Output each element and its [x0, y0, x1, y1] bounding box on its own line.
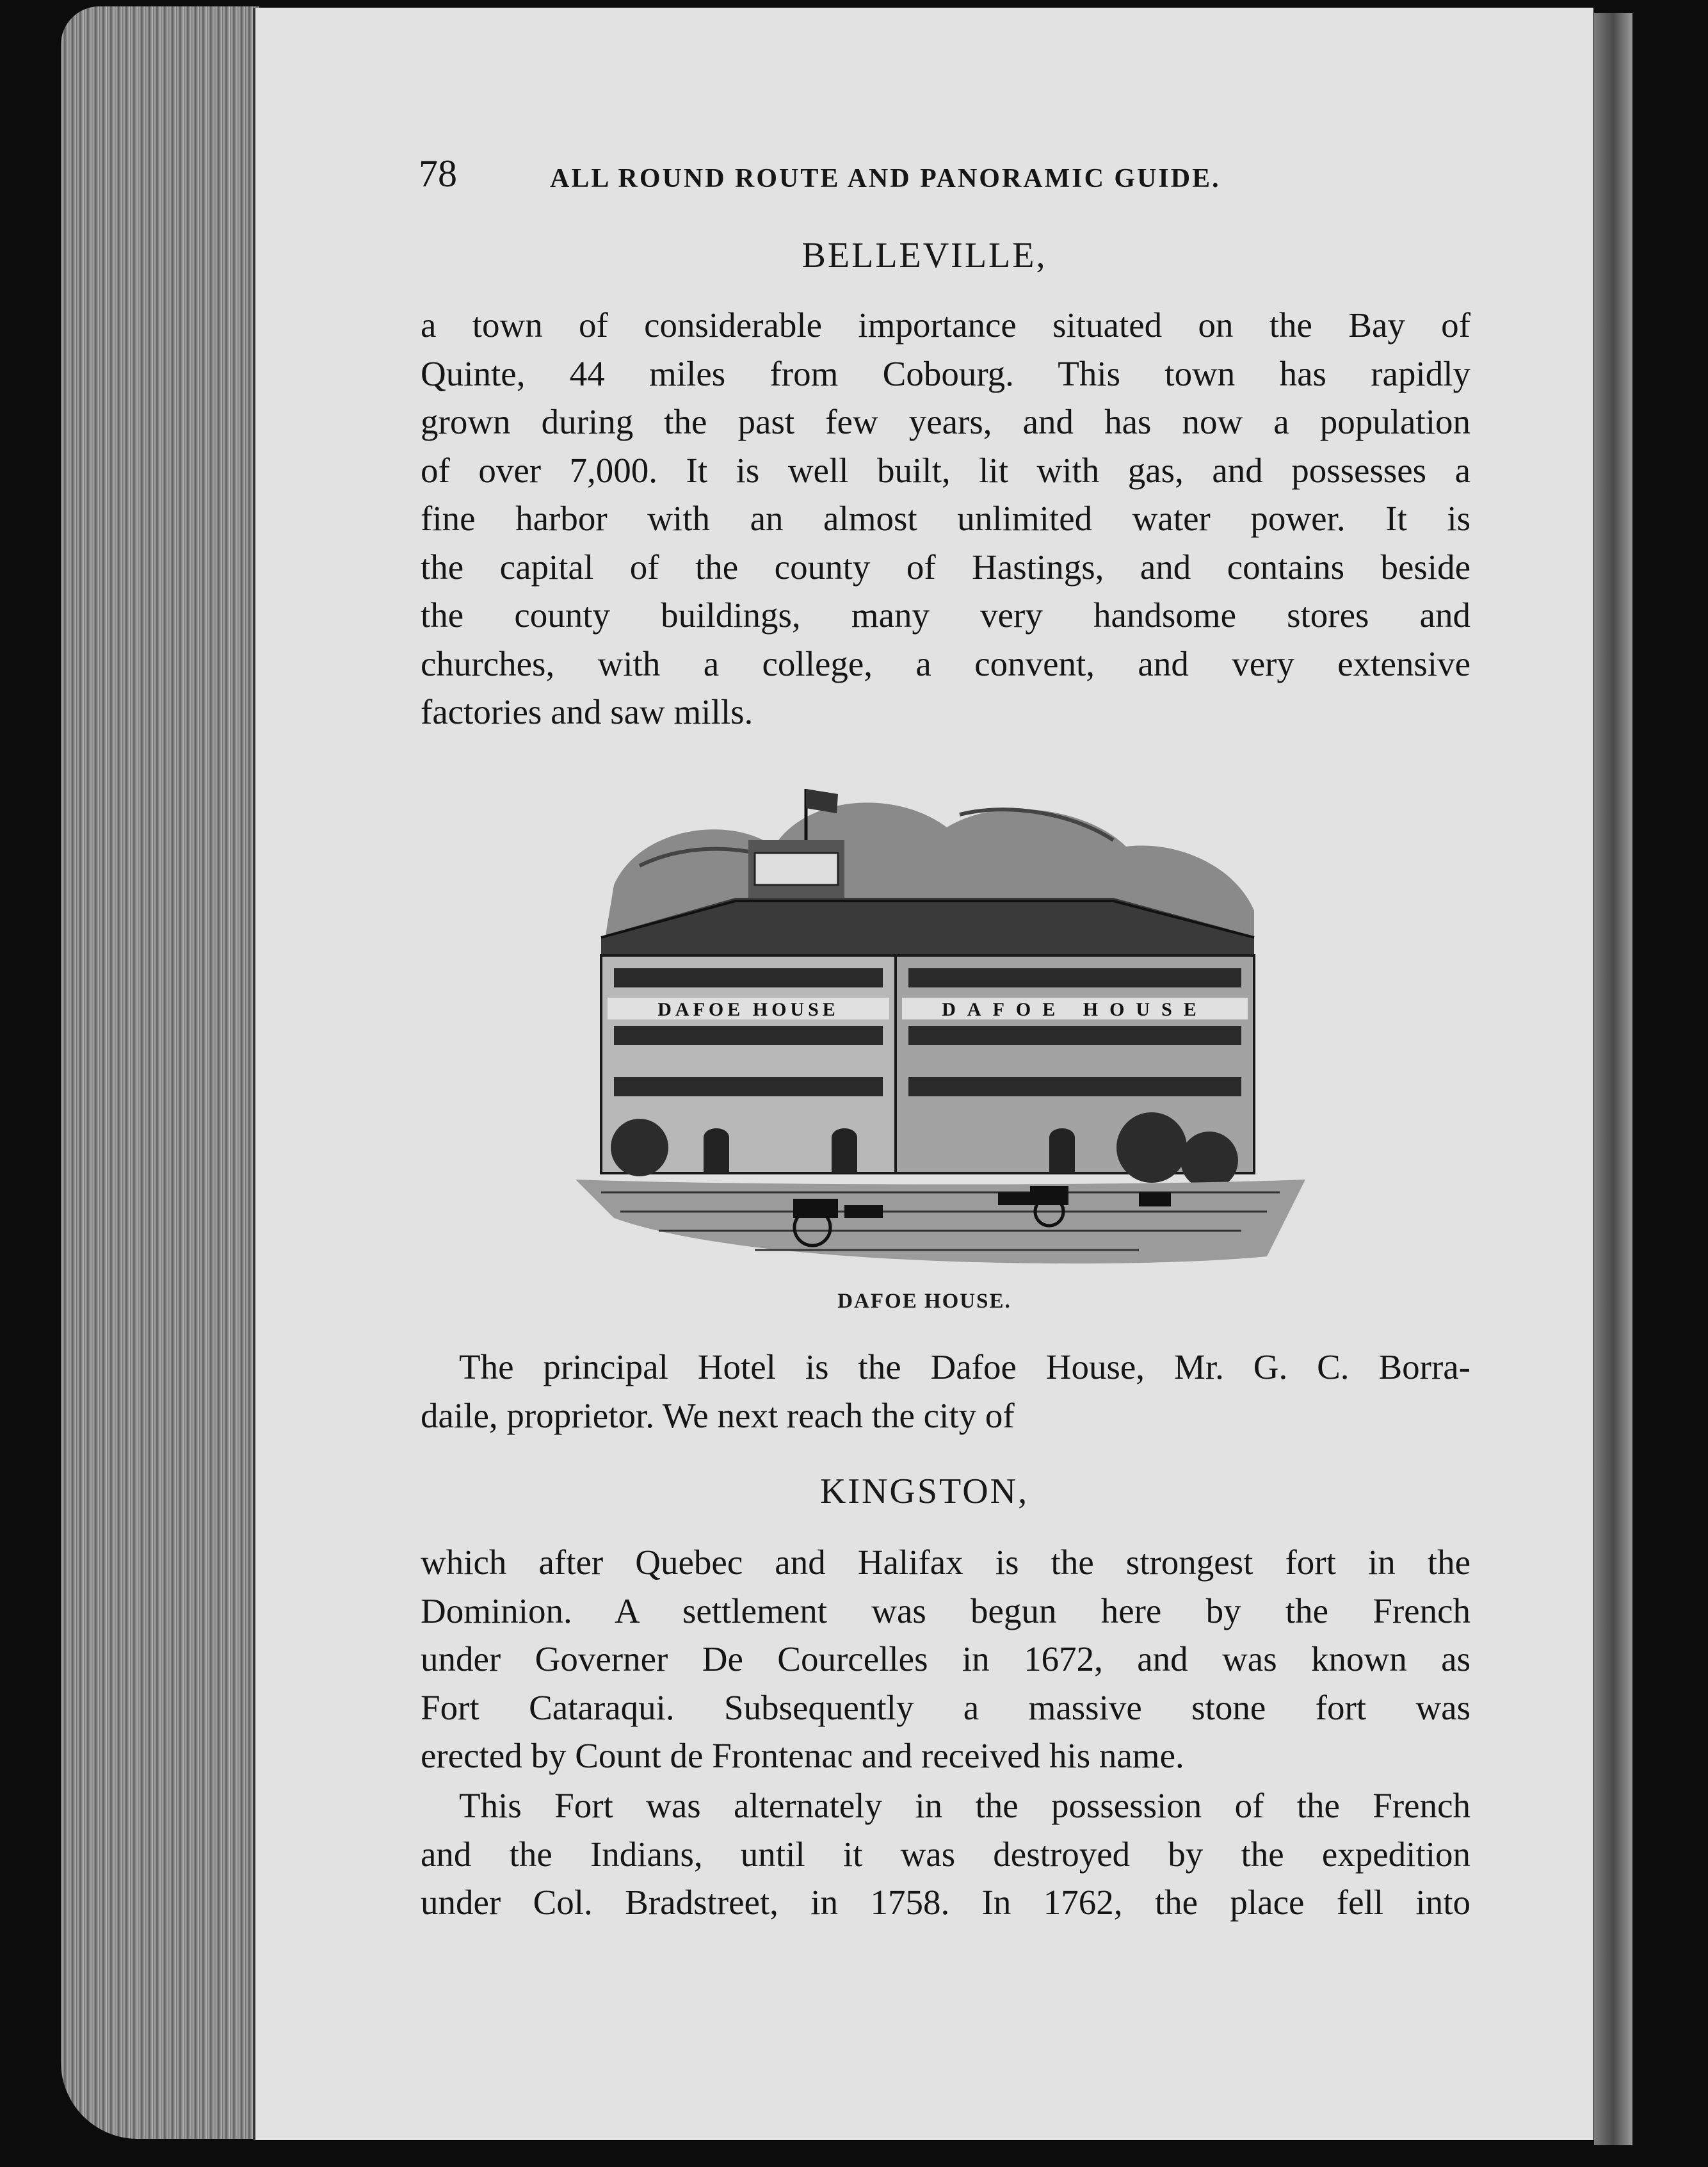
text-line: daile, proprietor. We next reach the city of — [421, 1395, 1015, 1435]
text-line: churches, with a college, a convent, and very extensive — [421, 644, 1470, 683]
text-line: under Governer De Courcelles in 1672, and was known as — [421, 1639, 1470, 1678]
text-line: of over 7,000. It is well built, lit with gas, and possesses a — [421, 450, 1470, 490]
text-line: which after Quebec and Halifax is the strongest fort in the — [421, 1543, 1470, 1582]
paragraph-belleville — [421, 301, 1470, 736]
text-line: erected by Count de Frontenac and received his name. — [421, 1736, 1184, 1775]
text-line: under Col. Bradstreet, in 1758. In 1762, the place fell into — [421, 1883, 1470, 1922]
text-line: the capital of the county of Hastings, and contains beside — [421, 547, 1470, 587]
book-page-edges — [61, 6, 259, 2139]
section-heading-kingston: KINGSTON, — [819, 1472, 1029, 1511]
text-line: Fort Cataraqui. Subsequently a massive stone fort was — [421, 1687, 1470, 1727]
sign-right: DAFOE HOUSE — [942, 999, 1208, 1020]
sign-left: DAFOE HOUSE — [657, 999, 839, 1020]
text-line: fine harbor with an almost unlimited water power. It is — [421, 499, 1470, 538]
page-number: 78 — [419, 152, 457, 195]
dafoe-house-engraving — [563, 770, 1318, 1276]
paragraph-hotel — [421, 1343, 1470, 1440]
illustration-caption: DAFOE HOUSE. — [837, 1290, 1011, 1313]
text-line: factories and saw mills. — [421, 692, 753, 731]
text-line: and the Indians, until it was destroyed by the expedition — [421, 1834, 1470, 1874]
paragraph-kingston-2 — [421, 1781, 1470, 1927]
text-line: This Fort was alternately in the possession of the French — [459, 1786, 1470, 1825]
section-heading-belleville: BELLEVILLE, — [802, 236, 1047, 275]
text-line: Dominion. A settlement was begun here by the French — [421, 1591, 1470, 1630]
paragraph-kingston-1 — [421, 1538, 1470, 1780]
text-line: a town of considerable importance situated on the Bay of — [421, 305, 1470, 345]
book-page — [253, 8, 1593, 2140]
text-line: grown during the past few years, and has now a population — [421, 402, 1470, 441]
text-line: the county buildings, many very handsome stores and — [421, 596, 1470, 635]
running-title: ALL ROUND ROUTE AND PANORAMIC GUIDE. — [550, 164, 1221, 193]
running-head — [419, 152, 1597, 209]
book-right-edge — [1594, 13, 1632, 2145]
text-line: The principal Hotel is the Dafoe House, Mr. G. C. Borra- — [459, 1347, 1470, 1386]
text-line: Quinte, 44 miles from Cobourg. This town has rapidly — [421, 353, 1470, 393]
